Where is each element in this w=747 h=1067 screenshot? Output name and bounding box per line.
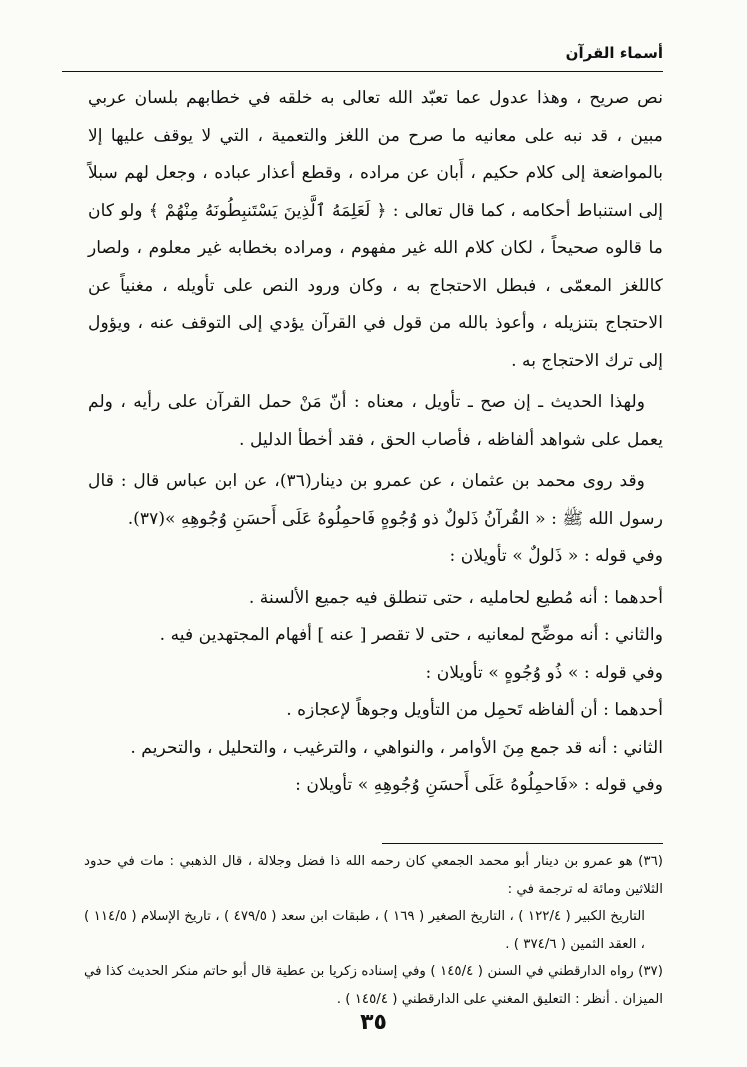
main-text	[88, 80, 663, 805]
paragraph-4: وفي قوله : « ذَلولٌ » تأويلان :	[449, 546, 663, 566]
header-rule	[62, 71, 663, 72]
paragraph-6: والثاني : أنه موضِّح لمعانيه ، حتى لا تقصر [ عنه ] أفهام المجتهدين فيه .	[159, 625, 663, 645]
paragraph-2: ولهذا الحديث ـ إن صح ـ تأويل ، معناه : أنّ مَنْ حمل القرآن على رأيه ، ولم يعمل على شواهد ألفاظه ، فأصاب الحق ، فقد أخطأ الدليل .	[88, 392, 663, 450]
paragraph-9: الثاني : أنه قد جمع مِنَ الأوامر ، والنواهي ، والترغيب ، والتحليل ، والتحريم .	[130, 737, 663, 758]
paragraph-5: أحدهما : أنه مُطيع لحامليه ، حتى تنطلق فيه جميع الألسنة .	[248, 587, 663, 608]
footnote-36: (٣٦) هو عمرو بن دينار أبو محمد الجمعي كان رحمه الله ذا فضل وجلالة ، قال الذهبي : مات في حدود الثلاثين ومائة له ترجمة في :	[84, 854, 663, 897]
footnotes	[84, 848, 663, 1014]
paragraph-7: وفي قوله : » ذُو وُجُوهٍ » تأويلان :	[425, 662, 663, 683]
paragraph-8: أحدهما : أن ألفاظه تَحمِل من التأويل وجوهاً لإعجازه .	[286, 700, 663, 720]
footnote-37: (٣٧) رواه الدارقطني في السنن ( ١٤٥/٤ ) وفي إسناده زكريا بن عطية قال أبو حاتم منكر الحديث كذا في الميزان . أنظر : التعليق المغني على الدارقطني ( ١٤٥/٤ ) .	[84, 964, 663, 1007]
footnote-rule	[382, 843, 663, 844]
page-number: ٣٥	[360, 1010, 387, 1035]
paragraph-1: نص صريح ، وهذا عدول عما تعبّد الله تعالى به خلقه في خطابهم بلسان عربي مبين ، قد نبه على معانيه ما صرح من اللغز والتعمية ، التي لا يوقف عليها إلا بالمواضعة إلى كلام حكيم ، أَبان عن مراده ، وقطع أعذار عباده ، وجعل لهم سبلاً إلى استنباط أحكامه ، كما قال تعالى : ﴿ لَعَلِمَهُ ٱلَّذِينَ يَسْتَنبِطُونَهُ مِنْهُمْ ﴾ ولو كان ما قالوه صحيحاً ، لكان كلام الله غير مفهوم ، ومراده بخطابه غير معلوم ، ولصار كاللغز المعمّى ، فبطل الاحتجاج به ، وكان ورود النص على تأويله ، مغنياً عن الاحتجاج بتنزيله ، وأعوذ بالله من قول في القرآن يؤدي إلى التوقف عنه ، ويؤول إلى ترك الاحتجاج به .	[88, 88, 663, 371]
footnote-36-references: التاريخ الكبير ( ١٢٢/٤ ) ، التاريخ الصغير ( ١٦٩ ) ، طبقات ابن سعد ( ٤٧٩/٥ ) ، تاريخ الإسلام ( ١١٤/٥ ) ، العقد الثمين ( ٣٧٤/٦ ) .	[84, 909, 646, 952]
paragraph-3: وقد روى محمد بن عثمان ، عن عمرو بن دينار(٣٦)، عن ابن عباس قال : قال رسول الله ﷺ : « القُرآنُ ذَلولٌ ذو وُجُوهٍ فَاحمِلُوهُ عَلَى أَحسَنِ وُجُوهِهِ »(٣٧).	[88, 471, 663, 529]
running-title: أسماء القرآن	[565, 44, 663, 62]
paragraph-10: وفي قوله : «فَاحمِلُوهُ عَلَى أَحسَنِ وُجُوهِهِ » تأويلان :	[295, 775, 663, 795]
